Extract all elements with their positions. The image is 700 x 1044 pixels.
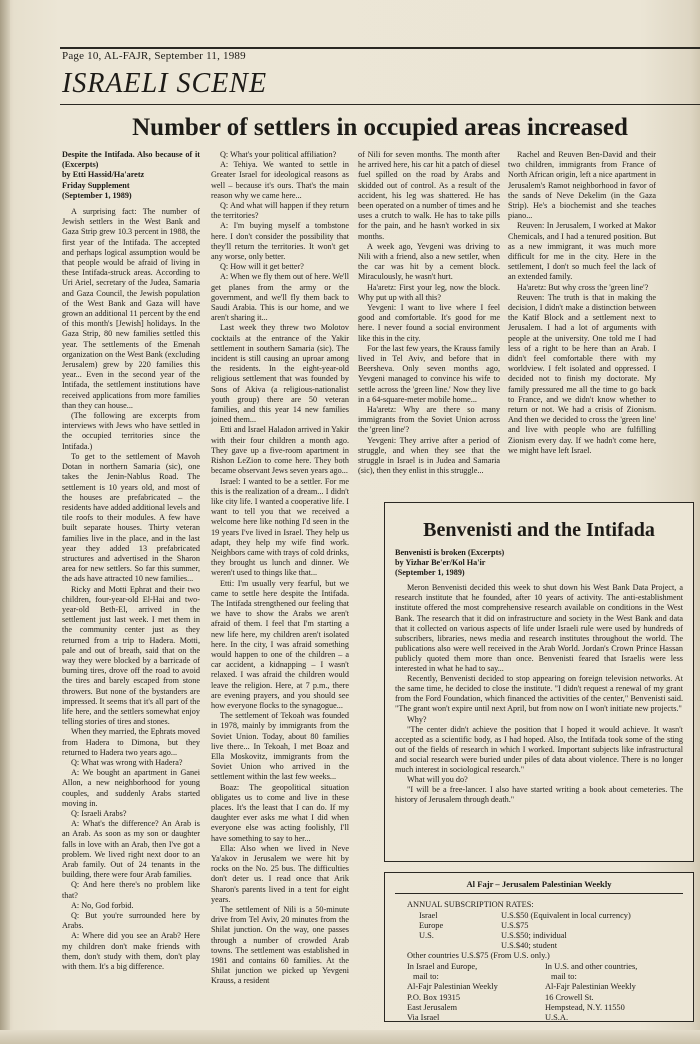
section-title: ISRAELI SCENE bbox=[62, 68, 268, 99]
paragraph: Q: Israeli Arabs? bbox=[71, 809, 127, 818]
rates-heading: ANNUAL SUBSCRIPTION RATES: bbox=[407, 900, 534, 909]
header-rule bbox=[60, 47, 700, 49]
paragraph: The settlement of Nili is a 50-minute drive from Tel Aviv, 20 minutes from the Shilat junction. On the way, one passes through a number of crowded Arab towns. The settlement was established in 1981 and contains 60 families. At the Shilat junction we picked up Yevgeni Krauss, a resident bbox=[211, 905, 349, 986]
paragraph: Q: What was wrong with Hadera? bbox=[71, 757, 183, 767]
paragraph: of Nili for seven months. The month after he arrived here, his car hit a patch of diesel fuel spilled on the road by Arabs and skidded out of control. As a result of the accident, his leg was shattered. He has been operated on a number of times and he uses a crutch to walk. He has to take pills for the pain, and he hasn't worked in six months. bbox=[358, 150, 500, 241]
paragraph: A: No, God forbid. bbox=[71, 900, 134, 910]
paragraph: Etti and Israel Haladon arrived in Yakir with their four children a month ago. They gave up a five-room apartment in Rishon LeZion to come here. They both became observant Jews seven years ago... bbox=[211, 425, 349, 476]
paragraph: A: Tehiya. We wanted to settle in Greater Israel for ideological reasons as well – because it's ours. That's the main reason why we came here... bbox=[211, 160, 349, 200]
paragraph: Reuven: The truth is that in making the decision, I didn't make a distinction between the Katif Block and a settlement next to Jerusalem. I had a lot of arguments with people at the university. One told me I had less of a right to be here than an Arab. I didn't feel comfortable there with my worldview. I felt isolated and oppressed. I decided not to finish my doctorate. My family pressured me all the time to go back to France, and we didn't know whether to return or not. We had a crisis of Zionism. And then we decided to cross the 'green line' and live with people who are fulfilling Zionism every day. If we hadn't come here, we might have left Israel. bbox=[508, 292, 656, 455]
other-countries-rate: Other countries U.S.$75 (From U.S. only.) bbox=[407, 951, 550, 960]
paragraph: Ella: Also when we lived in Neve Ya'akov in Jerusalem we were hit by rocks on the No. 25 bus. The difficulties don't deter us. I read once that Arik Sharon's parents lived in a tent for eight years. bbox=[211, 843, 349, 904]
paragraph: Reuven: In Jerusalem, I worked at Makor Chemicals, and I had a tenured position. But as a new immigrant, it was much more difficult for me in the city. Here in the settlement, I don't so much feel the lack of an extended family. bbox=[508, 221, 656, 282]
paragraph: Why? bbox=[407, 714, 427, 724]
paragraph: "The center didn't achieve the position that I hoped it would achieve. It wasn't accepted as a scientific body, as I had hoped. Also, the Intifada took some of the sting out of the fields of research in which I worked. Important subjects like infrastructural and social research were buried under piles of data about violence. There is no longer much interest in sociological research." bbox=[395, 724, 683, 774]
paragraph: A week ago, Yevgeni was driving to Nili with a friend, also a new settler, when the car was hit by a cement block. Miraculously, he wasn't hurt. bbox=[358, 241, 500, 282]
paragraph: For the last few years, the Krauss family lived in Tel Aviv, and before that in Beersheva. Only seven months ago, Yevgeni managed to convince his wife to settle across the 'green line.' Now they live in a 64-square-meter mobile home... bbox=[358, 343, 500, 404]
paragraph: A: What's the difference? An Arab is an Arab. As soon as my son or daughter falls in love with an Arab, then I've got a problem. We lived right next door to an Arab family. Out of 24 tenants in the building, there were four Arab families. bbox=[62, 819, 200, 880]
subscription-box: Al Fajr – Jerusalem Palestinian Weekly ANNUAL SUBSCRIPTION RATES: Israel U.S.$50 (Equivalent in local currency) Europe U.S.$75 U.S. U.S.$50; individual U.S.$40; student Other countries U.S.$75 (From U.S. only.) In Israel and Europe, mail to: Al-Fajr Palestinian Weekly P.O. Box 19315 East Jerusalem Via Israel In U.S. and other countries, mail to: Al-Fajr Palestinian Weekly 16 Crowell St. Hempstead, N.Y. 11550 U.S.A. bbox=[384, 872, 694, 1022]
paragraph: Meron Benvenisti decided this week to shut down his West Bank Data Project, a research institute that he founded, after 10 years of activity. The anti-establishment institute offered the most comprehensive research available on conditions in the West Bank. The research that it did on infrastructure and society in the West Bank and data that it collected on various aspects of life under Israeli rule were used by hundreds of subscribers, libraries, news media and research institutes throughout the world. The publications also were well received in the Arab World. Jordan's Crown Prince Hassan publicly quoted them more than once. Benvenisti feared that Israelis were less interested in what he had to say... bbox=[395, 583, 683, 674]
section-rule bbox=[60, 104, 700, 105]
paragraph: Boaz: The geopolitical situation obligates us to come and live in these places. It's the least that I can do. If my daughter ever asks me what I did when everyone else was acting foolishly, I'll have something to say to her... bbox=[211, 782, 349, 843]
paragraph: A: Where did you see an Arab? Here my children don't make friends with them, don't study with them, don't play with them. It's a big difference. bbox=[62, 931, 200, 972]
paragraph: Yevgeni: They arrive after a period of struggle, and when they see that the struggle in Israel is in Judea and Samaria (sic), then they enlist in this struggle... bbox=[358, 435, 500, 476]
paragraph: Ha'aretz: But why cross the 'green line'? bbox=[517, 282, 649, 292]
subscription-rule bbox=[395, 893, 683, 894]
sidebar-byline: Benvenisti is broken (Excerpts) by Yizhar Be'er/Kol Ha'ir (September 1, 1989) bbox=[395, 548, 505, 578]
paragraph: Q: What's your political affiliation? bbox=[220, 150, 337, 159]
paragraph: Israel: I wanted to be a settler. For me this is the realization of a dream... I didn't like city life. I wanted a cooperative life. I want to tell you that we received a welcome here like nothing I'd seen in the 19 years I've lived in Israel. They help us adapt, they help my wife find work. Neighbors came with trays of cold drinks, they brought us lunch and dinner. We weren't used to things like that... bbox=[211, 476, 349, 578]
paragraph: Q: But you're surrounded here by Arabs. bbox=[62, 911, 200, 931]
paragraph: Etti: I'm usually very fearful, but we came to settle here despite the Intifada. The Intifada strengthened our feeling that we have to show the Arabs we aren't afraid of them. I feel that I'm starting a new life here, my children aren't isolated here. In the city, I was afraid something would happen to one of the children – a car accident, a kidnapping – I wasn't relaxed. I was afraid the children would leave the religion. Here, at 7 p.m., there are evening prayers, and you should see how everyone flocks to the synagogue... bbox=[211, 578, 349, 710]
paragraph: When they married, the Ephrats moved from Hadera to Dimona, but they returned to Hadera two years ago... bbox=[62, 727, 200, 757]
paragraph: Ha'aretz: Why are there so many immigrants from the Soviet Union across the 'green line'? bbox=[358, 405, 500, 435]
article-column-1 bbox=[62, 150, 200, 1030]
sidebar-title: Benvenisti and the Intifada bbox=[423, 519, 655, 541]
article-column-4 bbox=[508, 150, 656, 480]
paragraph: A: When we fly them out of here. We'll get planes from the army or the government, and we'll fly them back to Saudi Arabia. This is our home, and we aren't sharing it... bbox=[211, 272, 349, 323]
paragraph: A surprising fact: The number of Jewish settlers in the West Bank and Gaza Strip grew 10.3 percent in 1988, the first year of the Intifada. The accepted and perhaps logical assumption would be that people would be afraid of living in these Intifada-struck areas. According to Uri Ariel, secretary of the Judea, Samaria and Gaza Council, the Jewish population of the West Bank and Gaza will have grown an additional 11 percent by the end of this month's [Jewish] holidays. In the Gaza Strip, 80 new families settled this year. The settlements of the Emenah organization on the West Bank (excluding Jerusalem) grew by 220 families this year... Even in the second year of the Intifada, the settlement institutions have received applications from more families than they can house... bbox=[62, 207, 200, 410]
page-bottom-edge bbox=[0, 1030, 700, 1044]
paragraph: Q: And here there's no problem like that? bbox=[62, 880, 200, 900]
paragraph: Ricky and Motti Ephrat and their two children, four-year-old El-Hai and two-year-old Beth-El, arrived in the settlement just last week. I met them in the community center just as they returned from a trip to Hadera. Motti, pale and out of breath, said that on the way they were blocked by a barricade of burning tires, drove off the road to avoid the tires and barely escaped from stone throwers. But none of the bystanders are impressed. It seems that it's all part of the life here, and the settlers somewhat enjoy telling stories of tires and stones. bbox=[62, 584, 200, 727]
article-byline: Despite the Intifada. Also because of it (Excerpts) by Etti Hassid/Ha'aretz Friday Supplement (September 1, 1989) bbox=[62, 150, 200, 200]
paragraph: Rachel and Reuven Ben-David and their two children, immigrants from France of North African origin, left a nice apartment in Jerusalem's Ramot neighborhood in favor of the sands of Neve Dekelim (in the Gaza Strip). He's a biochemist and she teaches piano... bbox=[508, 150, 656, 221]
paragraph: A: We bought an apartment in Ganei Allon, a new neighborhood for young couples, and suddenly Arabs started moving in. bbox=[62, 768, 200, 808]
sidebar-body bbox=[395, 548, 683, 848]
page-info: Page 10, AL-FAJR, September 11, 1989 bbox=[62, 50, 246, 62]
page-spine bbox=[0, 0, 10, 1044]
paragraph: "I will be a free-lancer. I also have started writing a book about cemeteries. The history of Jerusalem through death." bbox=[395, 785, 683, 805]
subscription-title: Al Fajr – Jerusalem Palestinian Weekly bbox=[466, 879, 612, 889]
paragraph: Recently, Benvenisti decided to stop appearing on foreign television networks. At the same time, he decided to close the institute. "I didn't request a renewal of my grant from the Ford Foundation, which financed the activities of the center," Benvenisti said. "The grant won't expire until next April, but from now on I won't initiate new projects." bbox=[395, 674, 683, 714]
mail-address-israel: In Israel and Europe, mail to: Al-Fajr Palestinian Weekly P.O. Box 19315 East Jerusalem Via Israel bbox=[407, 962, 498, 1023]
paragraph: A: I'm buying myself a tombstone here. I don't consider the possibility that they'll return the territories. It won't get any worse, only better. bbox=[211, 221, 349, 262]
paragraph: Ha'aretz: First your leg, now the block. Why put up with all this? bbox=[358, 282, 500, 302]
mail-address-us: In U.S. and other countries, mail to: Al-Fajr Palestinian Weekly 16 Crowell St. Hempstead, N.Y. 11550 U.S.A. bbox=[545, 962, 638, 1023]
paragraph: Q: And what will happen if they return the territories? bbox=[211, 201, 349, 221]
benvenisti-sidebar-box bbox=[384, 502, 694, 862]
article-headline: Number of settlers in occupied areas increased bbox=[132, 114, 628, 141]
paragraph: Q: How will it get better? bbox=[220, 262, 304, 272]
paragraph: Yevgeni: I want to live where I feel good and comfortable. It's good for me here. I never found a social environment like this in the city. bbox=[358, 303, 500, 343]
paragraph: What will you do? bbox=[407, 775, 468, 785]
paragraph: The settlement of Tekoah was founded in 1978, mainly by immigrants from the Soviet Union. Today, about 80 families live there... In Tekoah, I met Boaz and Ella Moskovitz, immigrants from the Soviet Union who arrived in the settlement within the last few weeks... bbox=[211, 711, 349, 782]
article-column-2 bbox=[211, 150, 349, 1030]
paragraph: Last week they threw two Molotov cocktails at the entrance of the Yakir settlement in southern Samaria (sic). The incident is still causing an uproar among the residents. In the eight-year-old religious settlement that was founded by Sons of Akiva (a religious-nationalist youth group) there are 50 veteran families, and this year 14 new families joined them... bbox=[211, 323, 349, 425]
paragraph: (The following are excerpts from interviews with Jews who have settled in the occupied territories since the Intifada.) bbox=[62, 411, 200, 451]
article-column-3 bbox=[358, 150, 500, 480]
paragraph: To get to the settlement of Mavoh Dotan in northern Samaria (sic), one takes the Jenin-Nablus Road. The settlement is 10 years old, and most of the houses are prefabricated – the residents have added additional levels and tile roofs to their modules. A few have built separate houses. Thirty veteran families live in the place, and in the last year they added 13 prefabricated structures and advertised in the Sharon area for new settlers. So far this summer, the ads have attracted 10 new families... bbox=[62, 451, 200, 584]
